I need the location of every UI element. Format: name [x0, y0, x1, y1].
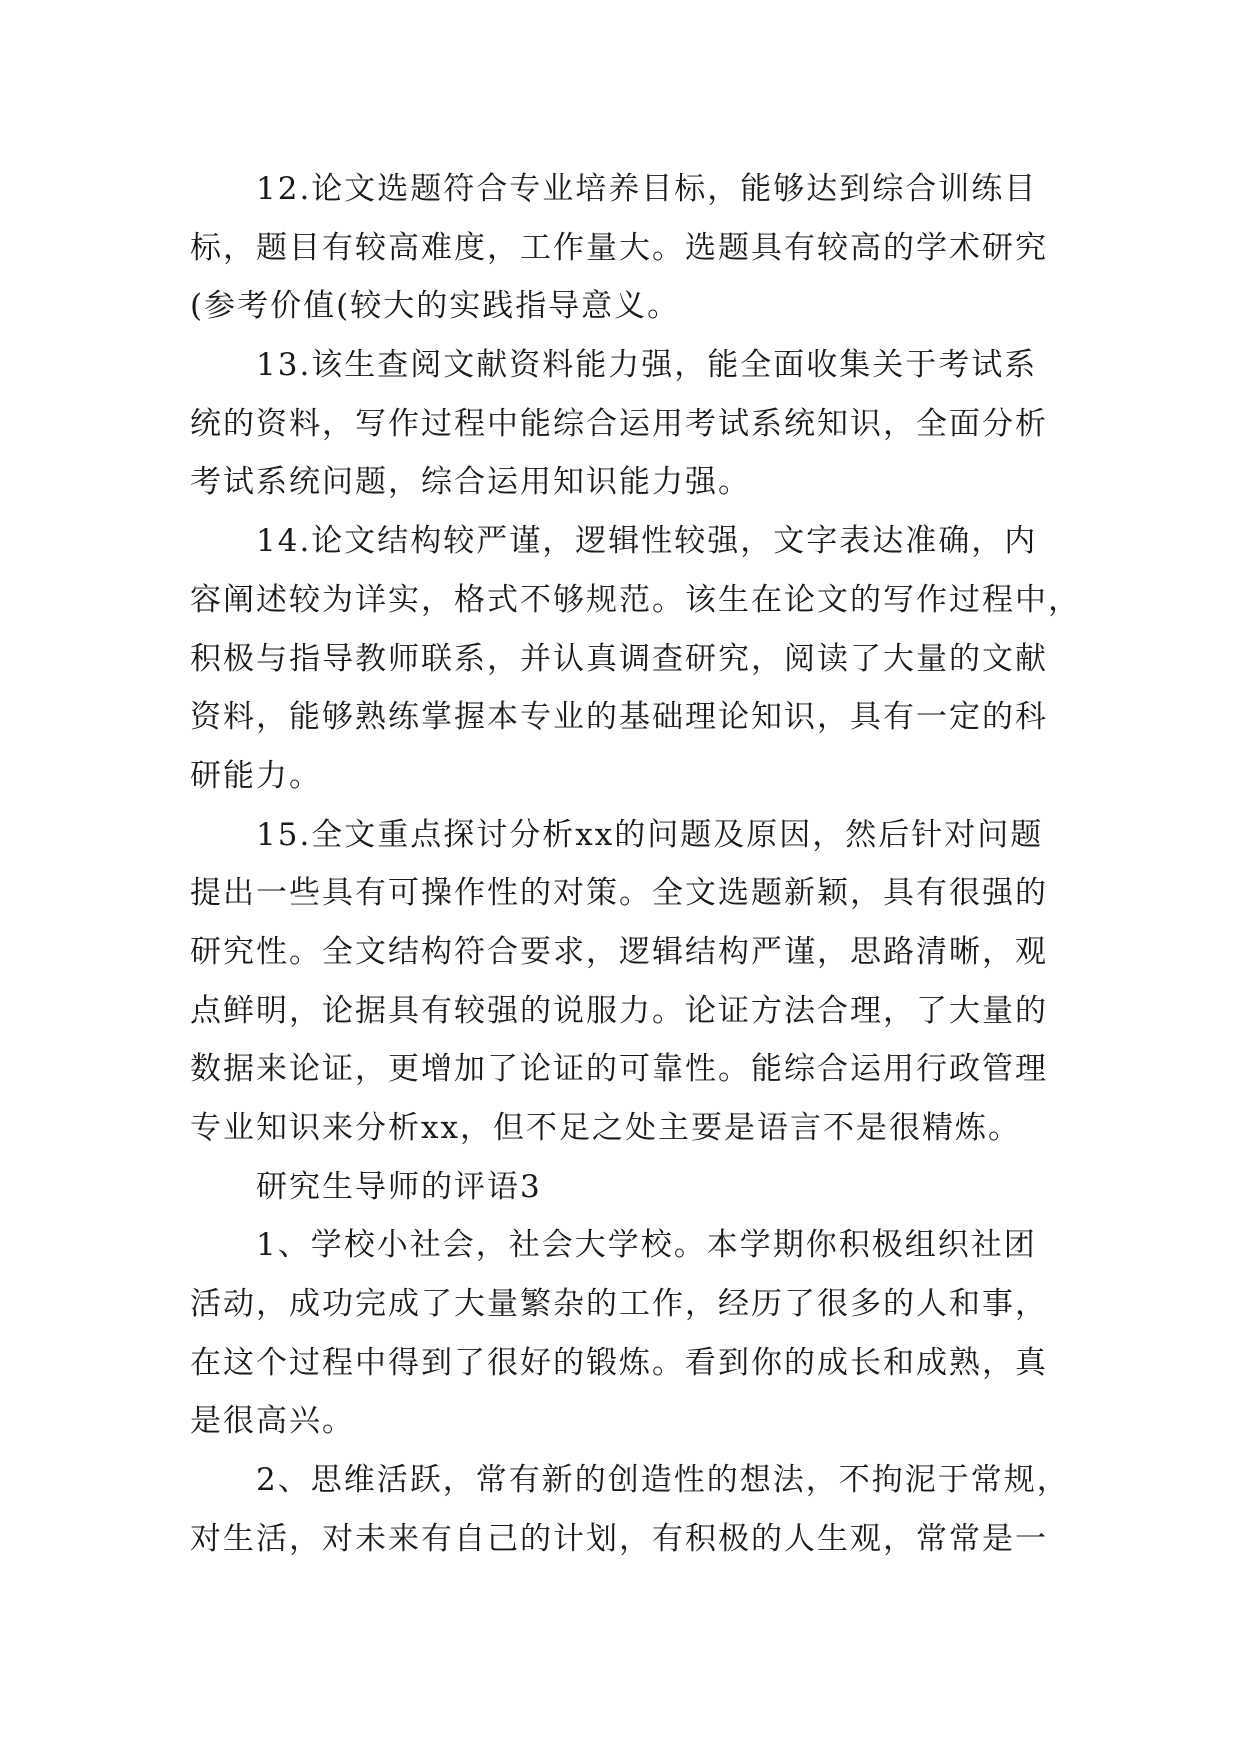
text-line: 专业知识来分析xx，但不足之处主要是语言不是很精炼。: [190, 1110, 1021, 1146]
text-line: 考试系统问题，综合运用知识能力强。: [190, 464, 751, 501]
text-line: 标，题目有较高难度，工作量大。选题具有较高的学术研究: [190, 229, 1048, 266]
paragraph-12: [190, 160, 1060, 336]
document-body: [190, 160, 1081, 1569]
text-line: 是很高兴。: [190, 1403, 355, 1440]
paragraph-14: [190, 512, 1081, 805]
text-line: 提出一些具有可操作性的对策。全文选题新颖，具有很强的: [190, 875, 1048, 912]
section-paragraph-2: [190, 1451, 1070, 1568]
text-line: 12.论文选题符合专业培养目标，能够达到综合训练目: [256, 171, 1038, 207]
text-line: 活动，成功完成了大量繁杂的工作，经历了很多的人和事，: [190, 1286, 1048, 1323]
paragraph-13: [190, 336, 1060, 512]
text-line: 研究性。全文结构符合要求，逻辑结构严谨，思路清晰，观: [190, 933, 1048, 970]
text-line: 数据来论证，更增加了论证的可靠性。能综合运用行政管理: [190, 1051, 1048, 1088]
text-line: 2、思维活跃，常有新的创造性的想法，不拘泥于常规，: [256, 1462, 1070, 1499]
text-line: 容阐述较为详实，格式不够规范。该生在论文的写作过程中，: [190, 581, 1081, 618]
text-line: 对生活，对未来有自己的计划，有积极的人生观，常常是一: [190, 1520, 1048, 1557]
paragraph-15: [190, 806, 1060, 1158]
text-line: 15.全文重点探讨分析xx的问题及原因，然后针对问题: [256, 816, 1044, 853]
text-line: 积极与指导教师联系，并认真调查研究，阅读了大量的文献: [190, 640, 1048, 677]
text-line: 13.该生查阅文献资料能力强，能全面收集关于考试系: [256, 347, 1038, 384]
text-line: (参考价值(较大的实践指导意义。: [190, 288, 681, 325]
section-paragraph-1: [190, 1216, 1060, 1451]
text-line: 点鲜明，论据具有较强的说服力。论证方法合理，了大量的: [190, 992, 1048, 1029]
text-line: 1、学校小社会，社会大学校。本学期你积极组织社团: [256, 1227, 1037, 1264]
text-line: 资料，能够熟练掌握本专业的基础理论知识，具有一定的科: [190, 699, 1048, 736]
section-heading: 研究生导师的评语3: [256, 1168, 542, 1205]
text-line: 在这个过程中得到了很好的锻炼。看到你的成长和成熟，真: [190, 1344, 1048, 1381]
text-line: 14.论文结构较严谨，逻辑性较强，文字表达准确，内: [256, 523, 1038, 560]
text-line: 统的资料，写作过程中能综合运用考试系统知识，全面分析: [190, 405, 1048, 442]
text-line: 研能力。: [190, 757, 322, 794]
